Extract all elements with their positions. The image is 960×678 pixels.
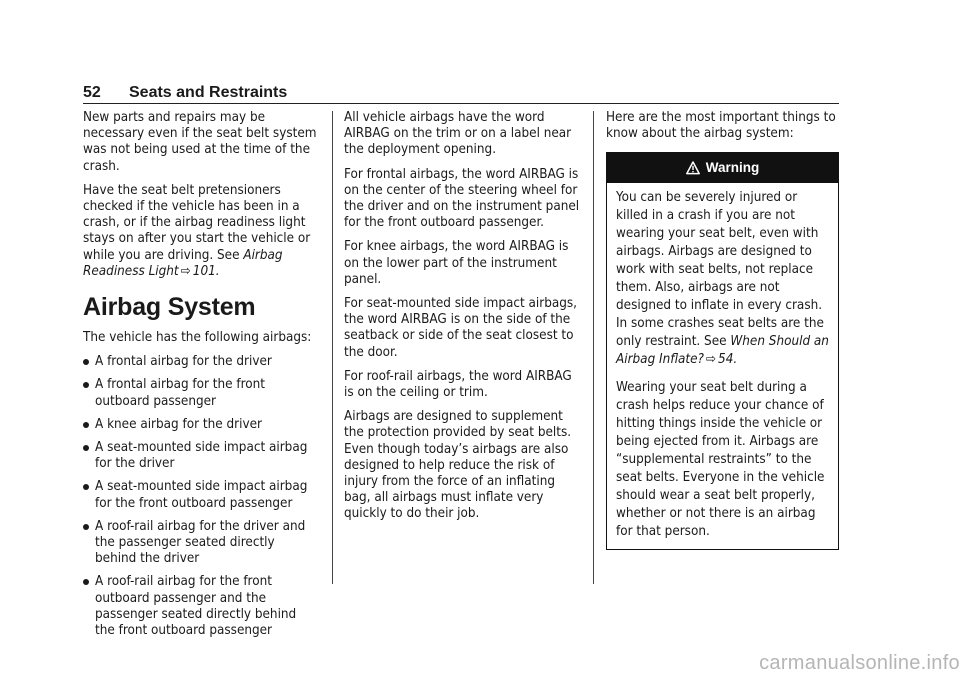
paragraph: For frontal airbags, the word AIRBAG is on the center of the steering wheel for the driver and on the instrument panel for the front outboard passenger. xyxy=(344,166,580,231)
column-3 xyxy=(606,110,840,550)
list-item: A seat-mounted side impact airbag for the driver xyxy=(83,440,319,472)
cross-reference-link[interactable]: When Should an Airbag Inflate? ⇨ 54. xyxy=(616,334,829,368)
list-item: A roof-rail airbag for the front outboard passenger and the passenger seated directly behind the front outboard passenger xyxy=(83,574,319,639)
warning-header xyxy=(607,153,838,183)
watermark: carmanualsonline.info xyxy=(759,652,960,674)
xref-page: 54 xyxy=(718,352,734,368)
bullet-icon xyxy=(83,445,89,451)
paragraph xyxy=(83,183,319,280)
warning-triangle-icon xyxy=(686,161,700,175)
section-heading: Airbag System xyxy=(83,293,256,322)
header-divider xyxy=(83,103,839,104)
bullet-icon xyxy=(83,524,89,530)
bullet-icon xyxy=(83,422,89,428)
bullet-icon xyxy=(83,484,89,490)
see-text: See xyxy=(217,247,240,263)
xref-title: Airbag Readiness Light xyxy=(83,247,283,279)
intro-text: Here are the most important things to know about the airbag system: xyxy=(606,110,836,142)
warning-body xyxy=(607,183,838,549)
bullet-icon xyxy=(83,579,89,585)
list-item: A frontal airbag for the driver xyxy=(83,354,319,370)
xref-arrow-icon: ⇨ xyxy=(180,263,191,279)
list-item: A roof-rail airbag for the driver and the passenger seated directly behind the driver xyxy=(83,519,319,568)
intro-text: The vehicle has the following airbags: xyxy=(83,330,312,346)
column-divider xyxy=(593,111,594,584)
xref-arrow-icon: ⇨ xyxy=(705,352,717,368)
warning-title: Warning xyxy=(705,160,760,176)
paragraph-text: Have the seat belt pretensioners checked if the vehicle has been in a crash, or if the airbag readiness light stays on after you start the vehicle or while you are driving. xyxy=(83,182,311,263)
warning-box xyxy=(606,152,839,550)
chapter-title: Seats and Restraints xyxy=(129,84,288,101)
paragraph: For roof-rail airbags, the word AIRBAG is on the ceiling or trim. xyxy=(344,368,572,401)
bullet-icon xyxy=(83,382,89,388)
warning-paragraph: Wearing your seat belt during a crash helps reduce your chance of hitting things inside the vehicle or being ejected from it. Airbags are “supplemental restraints” to the seat belts. Everyone in the vehicle should wear a seat belt properly, whether or not there is an airbag for that person. xyxy=(616,380,825,540)
paragraph: For seat-mounted side impact airbags, the word AIRBAG is on the side of the seatback or side of the seat closest to the door. xyxy=(344,296,577,360)
paragraph: All vehicle airbags have the word AIRBAG on the trim or on a label near the deployment opening. xyxy=(344,110,572,158)
page-number: 52 xyxy=(83,84,101,101)
list-item: A knee airbag for the driver xyxy=(83,417,319,433)
xref-title: When Should an Airbag Inflate? xyxy=(616,334,829,368)
page-header xyxy=(83,84,839,104)
paragraph: New parts and repairs may be necessary even if the seat belt system was not being used at the time of the crash. xyxy=(83,110,317,174)
cross-reference-link[interactable]: Airbag Readiness Light ⇨ 101. xyxy=(83,247,283,279)
list-item: A seat-mounted side impact airbag for the front outboard passenger xyxy=(83,479,319,511)
column-divider xyxy=(332,111,333,584)
paragraph: Airbags are designed to supplement the protection provided by seat belts. Even though today’s airbags are also designed to help reduce the risk of injury from the force of an inflating bag, all airbags must inflate very quickly to do their job. xyxy=(344,409,572,522)
paragraph: For knee airbags, the word AIRBAG is on the lower part of the instrument panel. xyxy=(344,239,569,287)
list-item: A frontal airbag for the front outboard passenger xyxy=(83,377,319,409)
warning-paragraph: You can be severely injured or killed in a crash if you are not wearing your seat belt, even with airbags. Airbags are designed to work with seat belts, not replace them. Also, airbags are not designed to inflate in every crash. In some crashes seat belts are the only restraint. See When Should an Airbag Inflate? ⇨ 54. xyxy=(616,190,829,368)
bullet-icon xyxy=(83,359,89,365)
column-2 xyxy=(344,110,580,531)
column-1 xyxy=(83,110,319,646)
airbag-list xyxy=(83,354,319,639)
xref-page: 101 xyxy=(192,263,216,279)
